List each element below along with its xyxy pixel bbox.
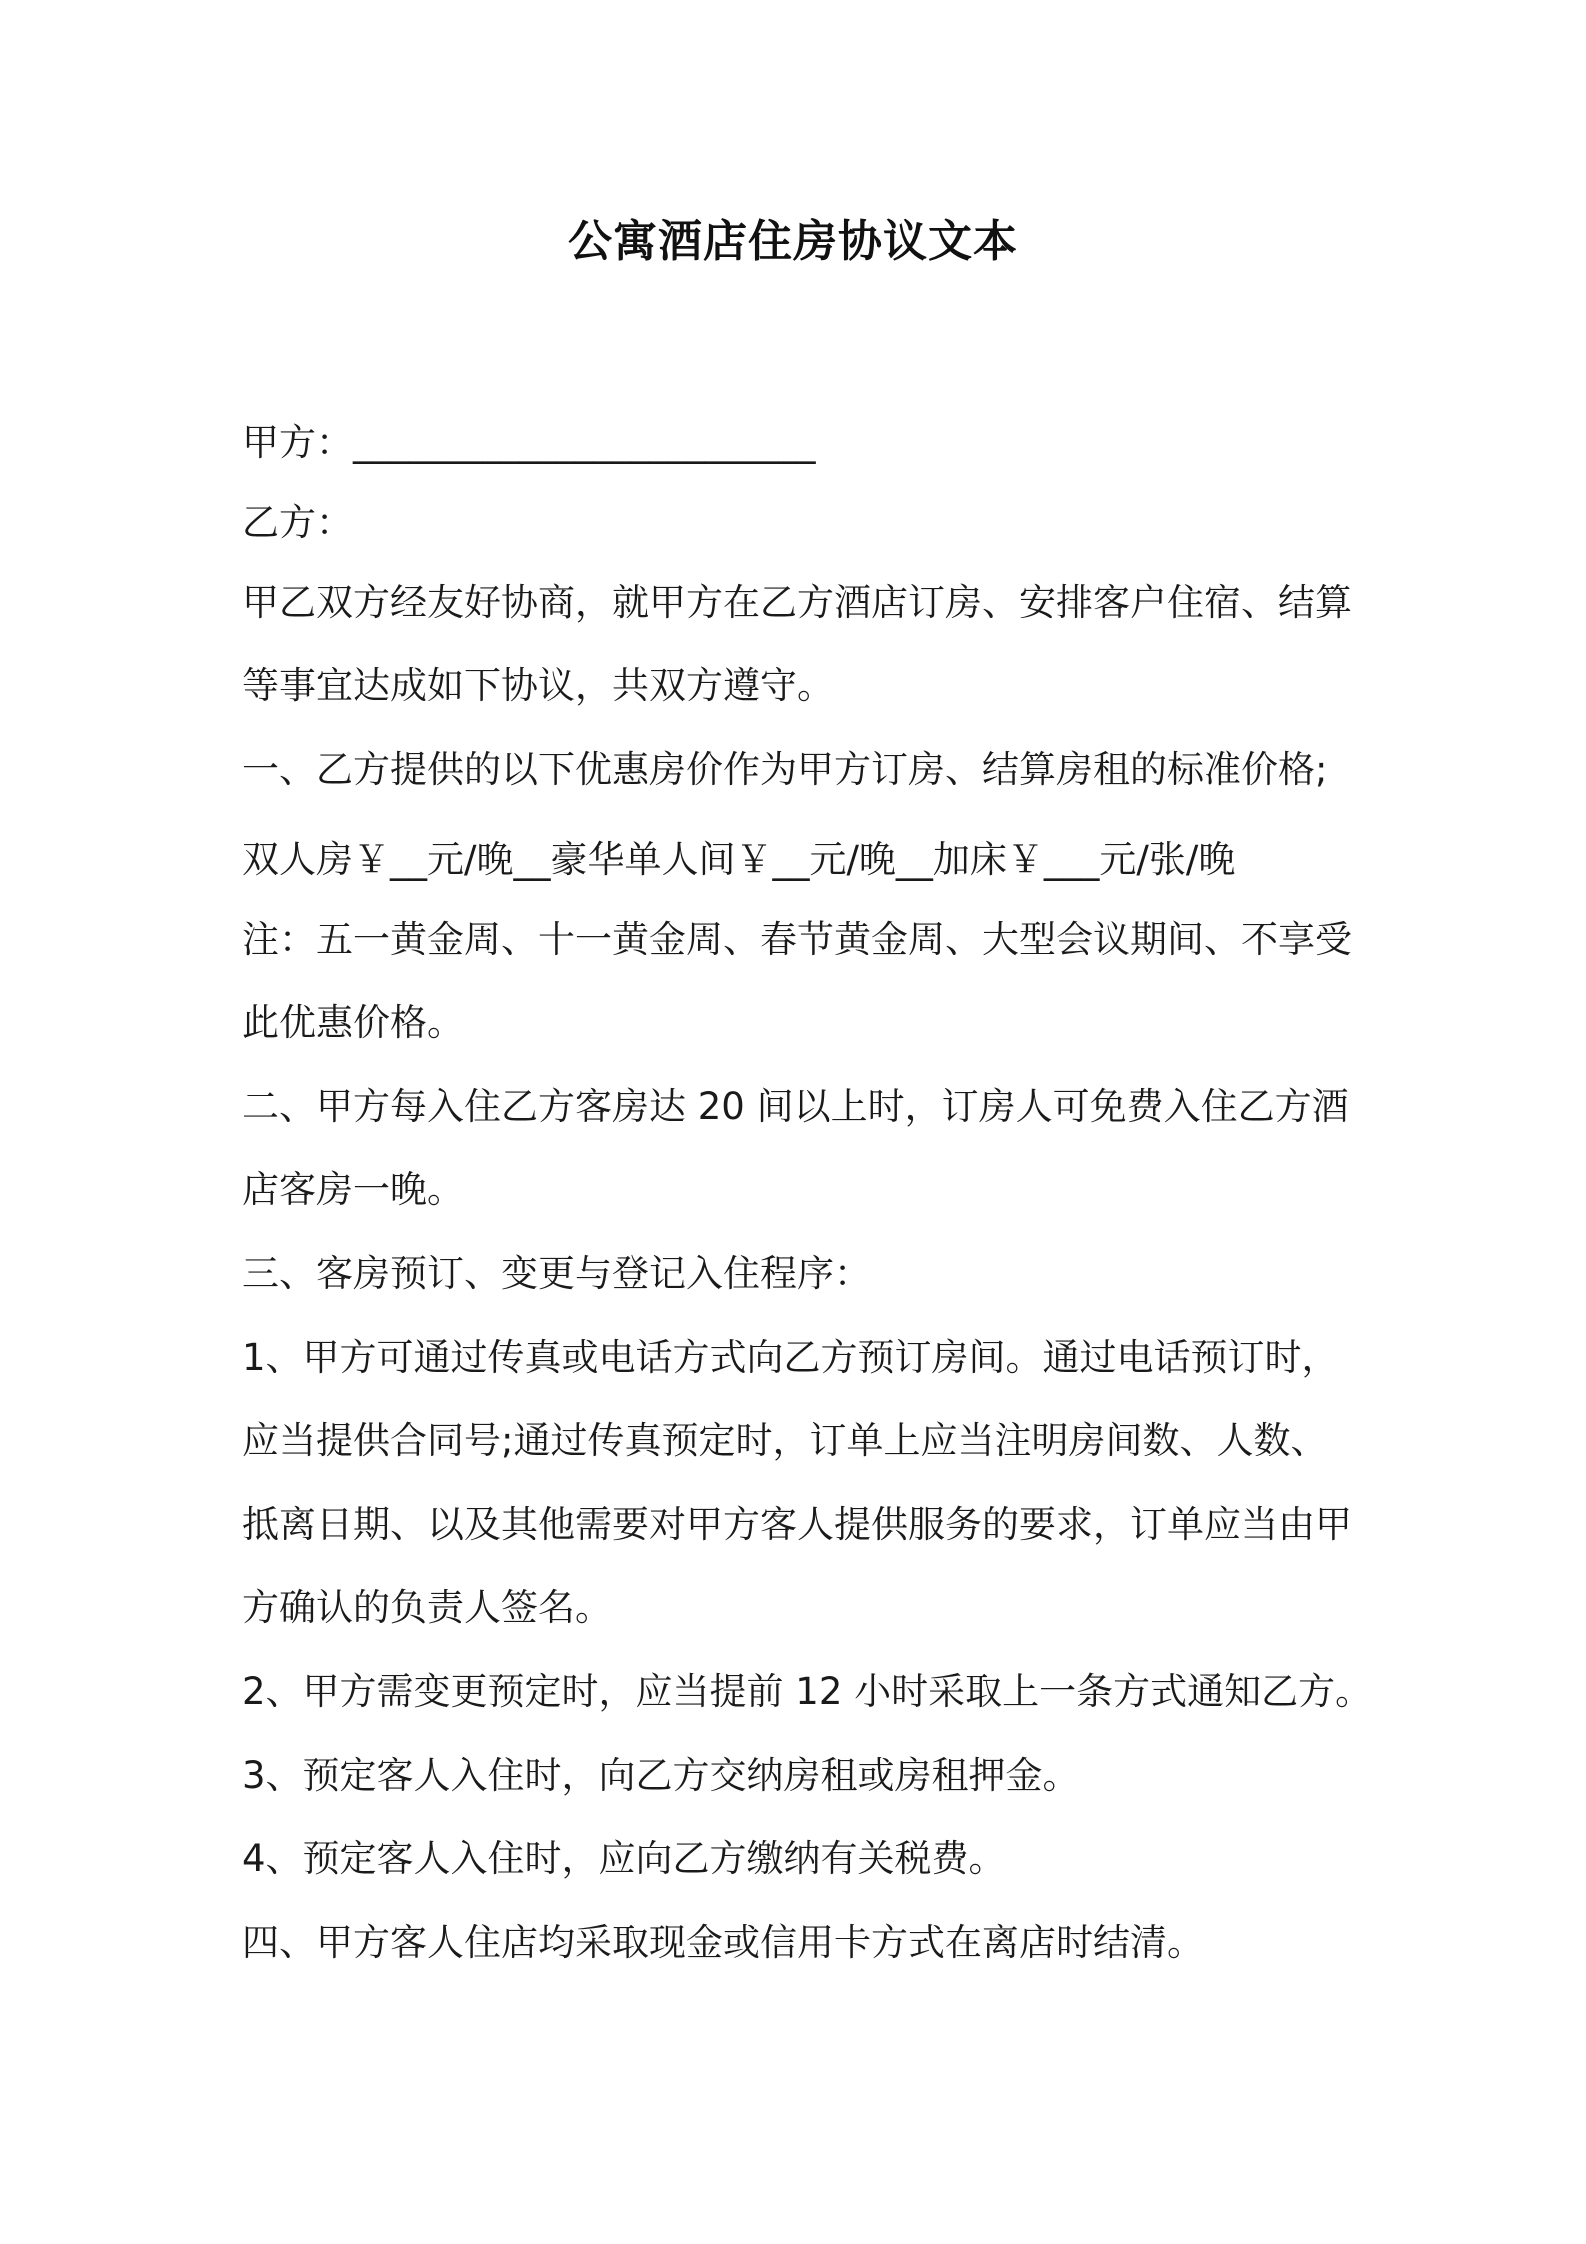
item-1-line-4: 方确认的负责人签名。 — [242, 1586, 612, 1629]
preamble-line-2: 等事宜达成如下协议，共双方遵守。 — [242, 664, 834, 707]
item-1-line-1: 1、甲方可通过传真或电话方式向乙方预订房间。通过电话预订时， — [242, 1336, 1339, 1379]
clause-3-heading: 三、客房预订、变更与登记入住程序： — [242, 1252, 871, 1295]
item-3-line: 3、预定客人入住时，向乙方交纳房租或房租押金。 — [242, 1754, 1080, 1797]
note-line-2: 此优惠价格。 — [242, 1001, 464, 1044]
party-b-line: 乙方： — [242, 501, 353, 544]
clause-1-line: 一、乙方提供的以下优惠房价作为甲方订房、结算房租的标准价格; — [242, 748, 1328, 791]
clause-2-line-1: 二、甲方每入住乙方客房达 20 间以上时，订房人可免费入住乙方酒 — [242, 1085, 1349, 1128]
clause-2-line-2: 店客房一晚。 — [242, 1168, 464, 1211]
note-line-1: 注：五一黄金周、十一黄金周、春节黄金周、大型会议期间、不享受 — [242, 918, 1352, 961]
item-2-line: 2、甲方需变更预定时，应当提前 12 小时采取上一条方式通知乙方。 — [242, 1670, 1373, 1713]
preamble-line-1: 甲乙双方经友好协商，就甲方在乙方酒店订房、安排客户住宿、结算 — [242, 581, 1352, 624]
item-1-line-2: 应当提供合同号;通过传真预定时，订单上应当注明房间数、人数、 — [242, 1419, 1328, 1462]
room-price-line: 双人房￥__元/晚__豪华单人间￥__元/晚__加床￥___元/张/晚 — [242, 838, 1236, 881]
item-1-line-3: 抵离日期、以及其他需要对甲方客人提供服务的要求，订单应当由甲 — [242, 1503, 1352, 1546]
party-a-line: 甲方：_________________________ — [242, 421, 816, 464]
document-title: 公寓酒店住房协议文本 — [568, 216, 1018, 267]
item-4-line: 4、预定客人入住时，应向乙方缴纳有关税费。 — [242, 1837, 1006, 1880]
clause-4-line: 四、甲方客人住店均采取现金或信用卡方式在离店时结清。 — [242, 1921, 1204, 1964]
